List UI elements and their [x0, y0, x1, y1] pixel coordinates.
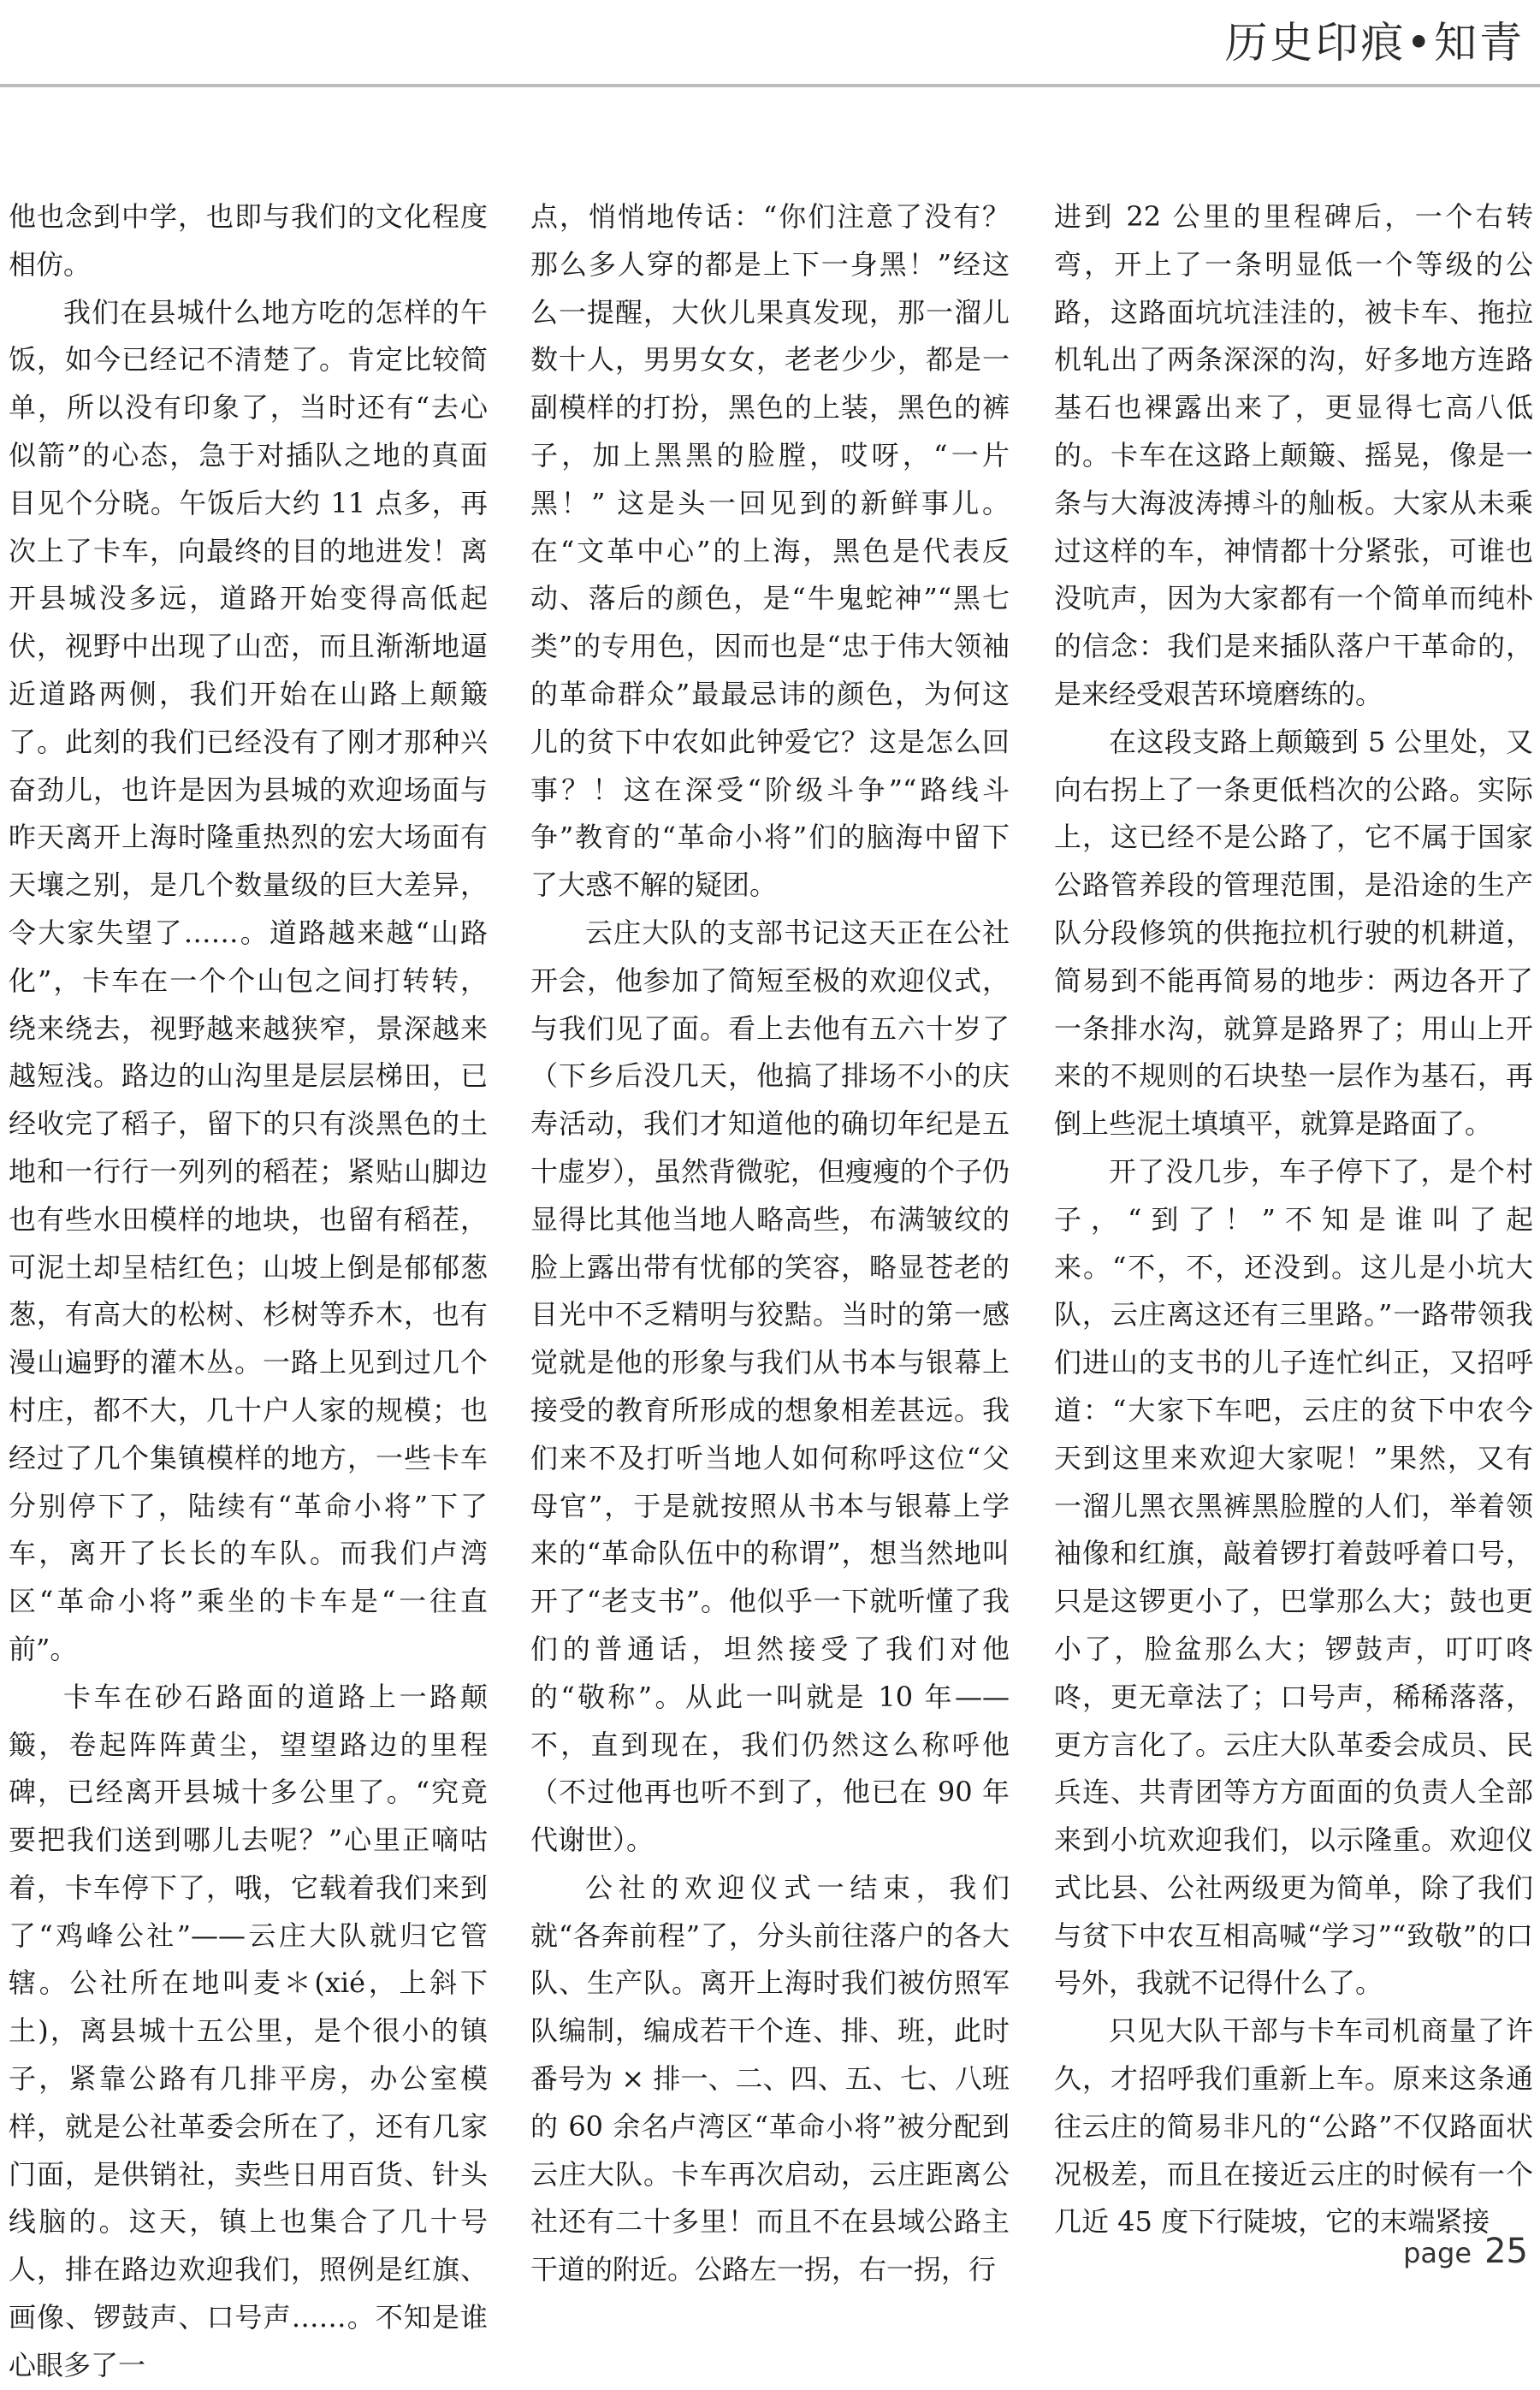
- text-column-1: [9, 193, 488, 2381]
- header-divider: [0, 84, 1540, 87]
- paragraph: 他也念到中学，也即与我们的文化程度相仿。: [9, 200, 488, 281]
- page-label: page: [1403, 2237, 1472, 2269]
- text-column-2: [530, 193, 1010, 2286]
- page-footer: [1403, 2232, 1528, 2271]
- paragraph: 公社的欢迎仪式一结束，我们就“各奔前程”了，分头前往落户的各大队、生产队。离开上海时我们被仿照军队编制，编成若干个连、排、班，此时番号为 × 排一、二、四、五、七、八班的 60 余名卢湾区“革命小将”被分配到云庄大队。卡车再次启动，云庄距离公社还有二十多里！而且不在县域公路主干道的附近。公路左一拐，右一拐，行: [530, 1871, 1010, 2286]
- paragraph: 进到 22 公里的里程碑后，一个右转弯，开上了一条明显低一个等级的公路，这路面坑坑洼洼的，被卡车、拖拉机轧出了两条深深的沟，好多地方连路基石也裸露出来了，更显得七高八低的。卡车在这路上颠簸、摇晃，像是一条与大海波涛搏斗的舢板。大家从未乘过这样的车，神情都十分紧张，可谁也没吭声，因为大家都有一个简单而纯朴的信念：我们是来插队落户干革命的，是来经受艰苦环境磨练的。: [1054, 200, 1533, 710]
- paragraph: 只见大队干部与卡车司机商量了许久，才招呼我们重新上车。原来这条通往云庄的简易非凡的“公路”不仅路面状况极差，而且在接近云庄的时候有一个几近 45 度下行陡坡，它的末端紧接: [1054, 2014, 1533, 2239]
- paragraph: 点，悄悄地传话：“你们注意了没有？那么多人穿的都是上下一身黑！”经这么一提醒，大伙儿果真发现，那一溜儿数十人，男男女女，老老少少，都是一副模样的打扮，黑色的上装，黑色的裤子，加上黑黑的脸膛，哎呀，“一片黑！” 这是头一回见到的新鲜事儿。在“文革中心”的上海，黑色是代表反动、落后的颜色，是“牛鬼蛇神”“黑七类”的专用色，因而也是“忠于伟大领袖的革命群众”最最忌讳的颜色，为何这儿的贫下中农如此钟爱它？这是怎么回事？！这在深受“阶级斗争”“路线斗争”教育的“革命小将”们的脑海中留下了大惑不解的疑团。: [530, 200, 1010, 902]
- paragraph: 在这段支路上颠簸到 5 公里处，又向右拐上了一条更低档次的公路。实际上，这已经不是公路了，它不属于国家公路管养段的管理范围，是沿途的生产队分段修筑的供拖拉机行驶的机耕道，简易到不能再简易的地步：两边各开了一条排水沟，就算是路界了；用山上开来的不规则的石块垫一层作为基石，再倒上些泥土填填平，就算是路面了。: [1054, 725, 1533, 1141]
- paragraph: 卡车在砂石路面的道路上一路颠簸，卷起阵阵黄尘，望望路边的里程碑，已经离开县城十多公里了。“究竟要把我们送到哪儿去呢？”心里正嘀咕着，卡车停下了，哦，它载着我们来到了“鸡峰公社”——云庄大队就归它管辖。公社所在地叫麦＊(xié，上斜下土)，离县城十五公里，是个很小的镇子，紧靠公路有几排平房，办公室模样，就是公社革委会所在了，还有几家门面，是供销社，卖些日用百货、针头线脑的。这天，镇上也集合了几十号人，排在路边欢迎我们，照例是红旗、画像、锣鼓声、口号声……。不知是谁心眼多了一: [9, 1680, 488, 2381]
- paragraph: 云庄大队的支部书记这天正在公社开会，他参加了简短至极的欢迎仪式，与我们见了面。看上去他有五六十岁了（下乡后没几天，他搞了排场不小的庆寿活动，我们才知道他的确切年纪是五十虚岁），虽然背微驼，但瘦瘦的个子仍显得比其他当地人略高些，布满皱纹的脸上露出带有忧郁的笑容，略显苍老的目光中不乏精明与狡黠。当时的第一感觉就是他的形象与我们从书本与银幕上接受的教育所形成的想象相差甚远。我们来不及打听当地人如何称呼这位“父母官”，于是就按照从书本与银幕上学来的“革命队伍中的称谓”，想当然地叫开了“老支书”。他似乎一下就听懂了我们的普通话，坦然接受了我们对他的“敬称”。从此一叫就是 10 年——不，直到现在，我们仍然这么称呼他（不过他再也听不到了，他已在 90 年代谢世）。: [530, 916, 1010, 1857]
- page-number: 25: [1484, 2232, 1528, 2271]
- paragraph: 我们在县城什么地方吃的怎样的午饭，如今已经记不清楚了。肯定比较简单，所以没有印象了，当时还有“去心似箭”的心态，急于对插队之地的真面目见个分晓。午饭后大约 11 点多，再次上了卡车，向最终的目的地进发！离开县城没多远，道路开始变得高低起伏，视野中出现了山峦，而且渐渐地逼近道路两侧，我们开始在山路上颠簸了。此刻的我们已经没有了刚才那种兴奋劲儿，也许是因为县城的欢迎场面与昨天离开上海时隆重热烈的宏大场面有天壤之别，是几个数量级的巨大差异，令大家失望了……。道路越来越“山路化”，卡车在一个个山包之间打转转，绕来绕去，视野越来越狭窄，景深越来越短浅。路边的山沟里是层层梯田，已经收完了稻子，留下的只有淡黑色的土地和一行行一列列的稻茬；紧贴山脚边也有些水田模样的地块，也留有稻茬，可泥土却呈桔红色；山坡上倒是郁郁葱葱，有高大的松树、杉树等乔木，也有漫山遍野的灌木丛。一路上见到过几个村庄，都不大，几十户人家的规模；也经过了几个集镇模样的地方，一些卡车分别停下了，陆续有“革命小将”下了车，离开了长长的车队。而我们卢湾区“革命小将”乘坐的卡车是“一往直前”。: [9, 295, 488, 1665]
- section-title: 历史印痕•知青: [1224, 18, 1525, 68]
- paragraph: 开了没几步，车子停下了，是个村子，“到了！”不知是谁叫了起来。“不，不，还没到。这儿是小坑大队，云庄离这还有三里路。”一路带领我们进山的支书的儿子连忙纠正，又招呼道：“大家下车吧，云庄的贫下中农今天到这里来欢迎大家呢！”果然，又有一溜儿黑衣黑裤黑脸膛的人们，举着领袖像和红旗，敲着锣打着鼓呼着口号，只是这锣更小了，巴掌那么大；鼓也更小了，脸盆那么大；锣鼓声，叮叮咚咚，更无章法了；口号声，稀稀落落，更方言化了。云庄大队革委会成员、民兵连、共青团等方方面面的负责人全部来到小坑欢迎我们，以示隆重。欢迎仪式比县、公社两级更为简单，除了我们与贫下中农互相高喊“学习”“致敬”的口号外，我就不记得什么了。: [1054, 1154, 1533, 2000]
- text-column-3: [1054, 193, 1533, 2239]
